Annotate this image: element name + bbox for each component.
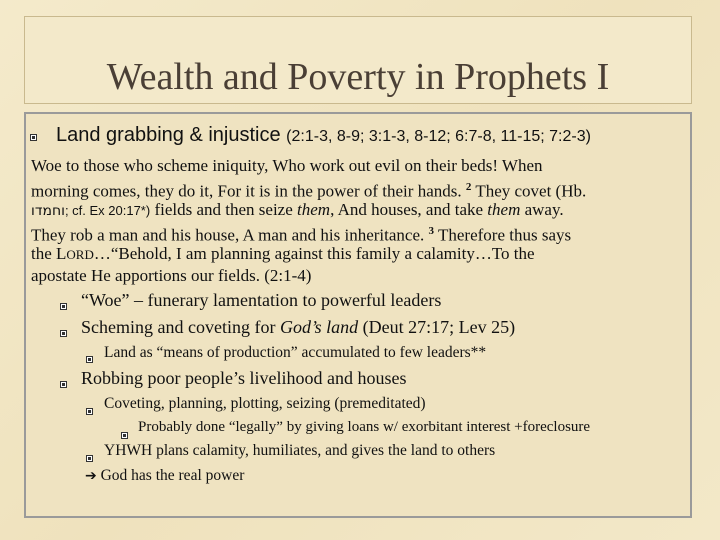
lord-smallcaps: ORD [66,247,94,262]
square-bullet-icon [86,356,93,363]
square-bullet-icon [60,303,67,310]
square-bullet-icon [121,432,128,439]
point-text: (Deut 27:17; Lev 25) [362,317,516,337]
square-bullet-icon [30,134,37,141]
heading-refs: (2:1-3, 8-9; 3:1-3, 8-12; 6:7-8, 11-15; 7:2-3) [286,128,591,145]
heading-line [56,124,591,147]
slide-title: Wealth and Poverty in Prophets I [106,56,610,98]
point-land: Land as “means of production” accumulated to few leaders** [104,344,487,361]
point-woe: “Woe” – funerary lamentation to powerful leaders [81,290,442,310]
square-bullet-icon [60,330,67,337]
passage-text: the L [31,244,67,263]
passage-line-1 [31,155,543,177]
point-legally: Probably done “legally” by giving loans w/ exorbitant interest +foreclosure [138,419,591,435]
heading-row [30,128,37,146]
passage-italic: them [487,200,521,219]
point-scheming [81,317,515,338]
passage-text: Therefore thus says [437,225,572,245]
point-god [85,467,244,485]
passage-text: fields and then seize [154,200,293,219]
passage-line-6 [31,265,311,287]
passage-text: , And houses, and take [330,200,484,219]
passage-text: apostate He apportions our fields. (2:1-4) [31,266,312,285]
square-bullet-icon [60,381,67,388]
passage-italic: them [297,200,331,219]
square-bullet-icon [86,455,93,462]
passage-text: They rob a man and his house, A man and his inheritance. [31,225,425,245]
bullet-yhwh [86,449,93,467]
bullet-land [86,350,93,368]
passage-line-3 [31,199,564,223]
passage-text: …“Behold, I am planning against this family a calamity…To the [93,244,535,263]
passage-line-5 [31,243,535,266]
title-box [24,16,692,104]
point-coveting: Coveting, planning, plotting, seizing (premeditated) [104,395,426,412]
verse-number: 3 [428,225,435,237]
bullet-scheming [60,324,67,342]
heading-label: Land grabbing & injustice [56,124,281,146]
cross-reference: ; cf. Ex 20:17*) [64,203,151,218]
passage-text: Woe to those who scheme iniquity, Who work out evil on their beds! When [31,156,543,175]
point-text: God has the real power [100,467,245,484]
bullet-woe [60,297,67,315]
hebrew-word: וחמדו [31,203,65,219]
passage-text: morning comes, they do it, For it is in the power of their hands. [31,181,462,201]
point-text: Scheming and coveting for [81,317,276,337]
passage-text: away. [524,200,564,219]
passage-text: They covet (Hb. [475,181,587,201]
point-italic: God’s land [279,317,359,337]
verse-number: 2 [465,181,472,193]
point-yhwh: YHWH plans calamity, humiliates, and gives the land to others [104,442,496,459]
bullet-robbing [60,375,67,393]
bullet-coveting [86,402,93,420]
point-robbing: Robbing poor people’s livelihood and houses [81,368,407,388]
square-bullet-icon [86,408,93,415]
arrow-right-icon: ➔ [85,468,97,484]
